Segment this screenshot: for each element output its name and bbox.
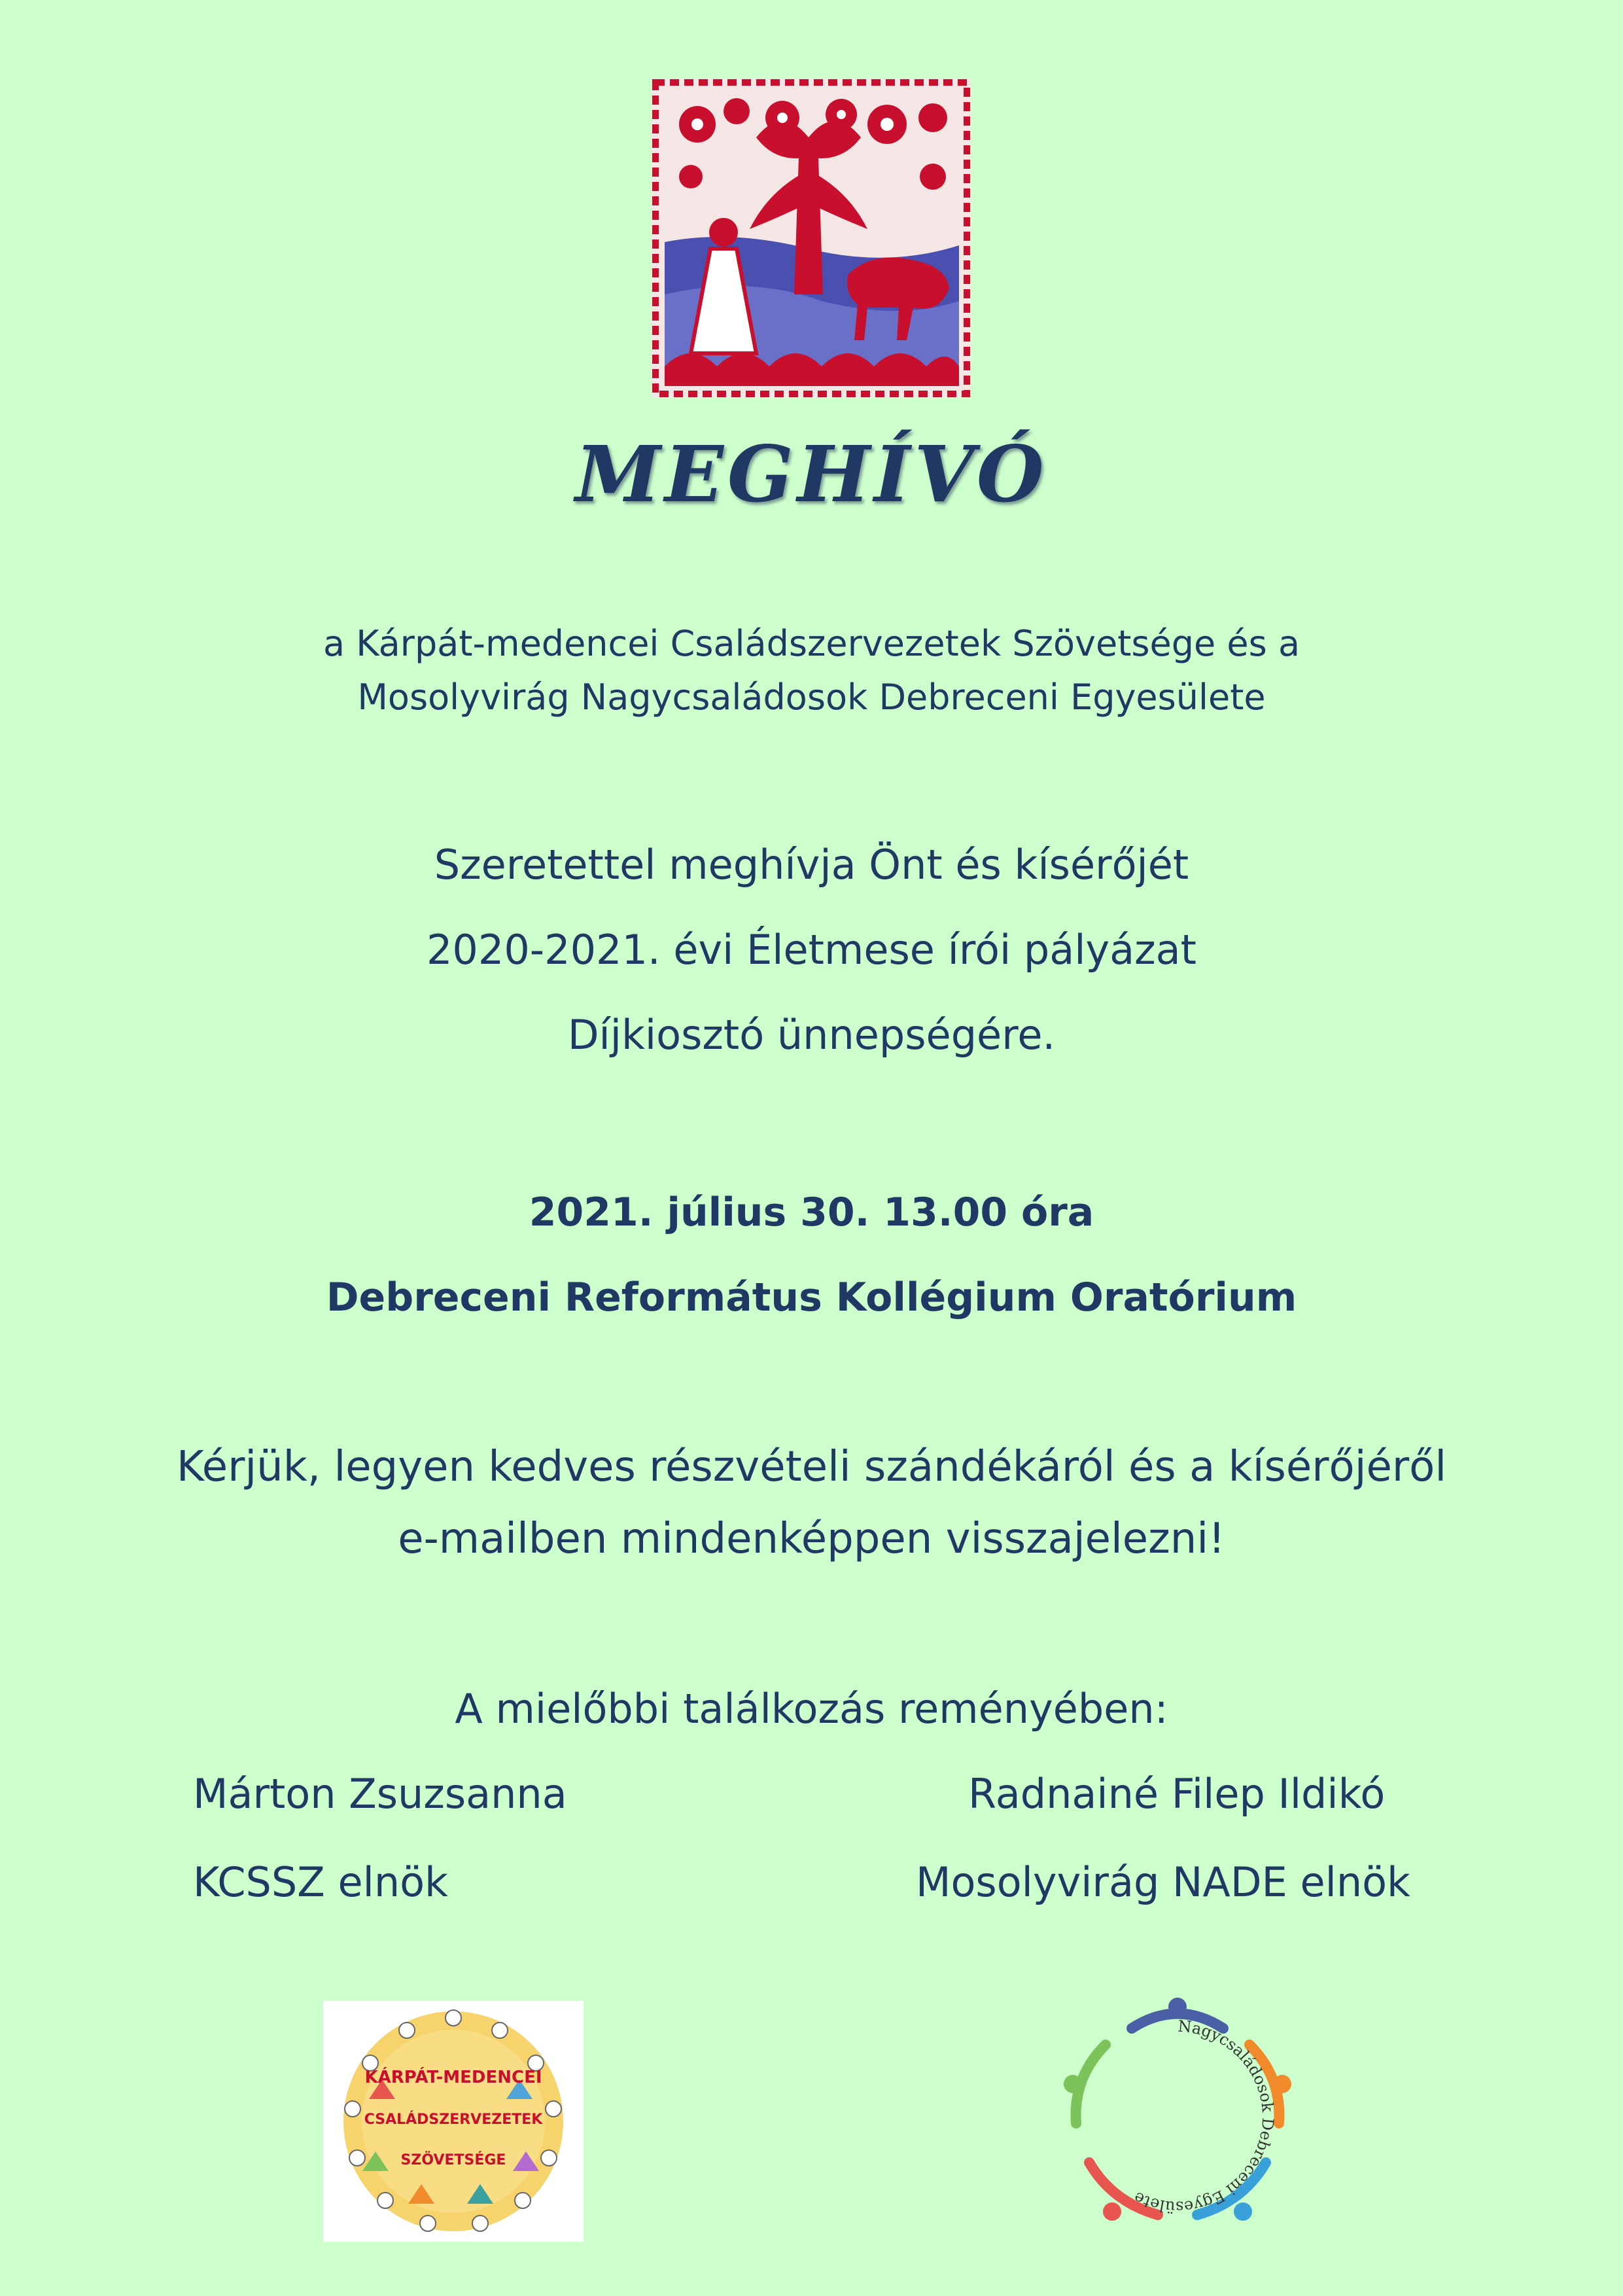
signature-left-name: Márton Zsuzsanna [193, 1770, 567, 1818]
kcssz-logo-line-3: SZÖVETSÉGE [400, 2152, 506, 2168]
invitation-line-3: Díjkiosztó ünnepségére. [567, 1011, 1056, 1059]
signature-left-role: KCSSZ elnök [193, 1858, 448, 1906]
rsvp-request-line-1: Kérjük, legyen kedves részvételi szándékáról és a kísérőjéről [176, 1443, 1447, 1491]
mosolyvirag-logo [1053, 1992, 1302, 2241]
event-venue: Debreceni Református Kollégium Oratórium [326, 1275, 1297, 1320]
rsvp-request-line-2: e-mailben mindenképpen visszajelezni! [398, 1515, 1225, 1563]
mosolyvirag-logo-text: Nagycsaládosok Debreceni Egyesülete [1130, 2017, 1278, 2217]
invitation-line-1: Szeretettel meghívja Önt és kísérőjét [434, 841, 1189, 889]
invitation-line-2: 2020-2021. évi Életmese írói pályázat [426, 926, 1196, 974]
organizer-line-1: a Kárpát-medencei Családszervezetek Szövetsége és a [323, 623, 1300, 664]
signature-right-role: Mosolyvirág NADE elnök [916, 1858, 1410, 1906]
page-title: MEGHÍVÓ [575, 429, 1048, 520]
folk-embroidery-image [652, 79, 971, 398]
closing-line: A mielőbbi találkozás reményében: [455, 1685, 1168, 1733]
kcssz-logo-line-2: CSALÁDSZERVEZETEK [364, 2111, 543, 2128]
kcssz-logo-line-1: KÁRPÁT-MEDENCEI [364, 2068, 542, 2087]
signature-right-name: Radnainé Filep Ildikó [968, 1770, 1386, 1818]
organizer-line-2: Mosolyvirág Nagycsaládosok Debreceni Egyesülete [357, 677, 1266, 718]
kcssz-logo [323, 2001, 584, 2242]
kcssz-logo-image [323, 2001, 584, 2242]
event-datetime: 2021. július 30. 13.00 óra [529, 1190, 1094, 1235]
